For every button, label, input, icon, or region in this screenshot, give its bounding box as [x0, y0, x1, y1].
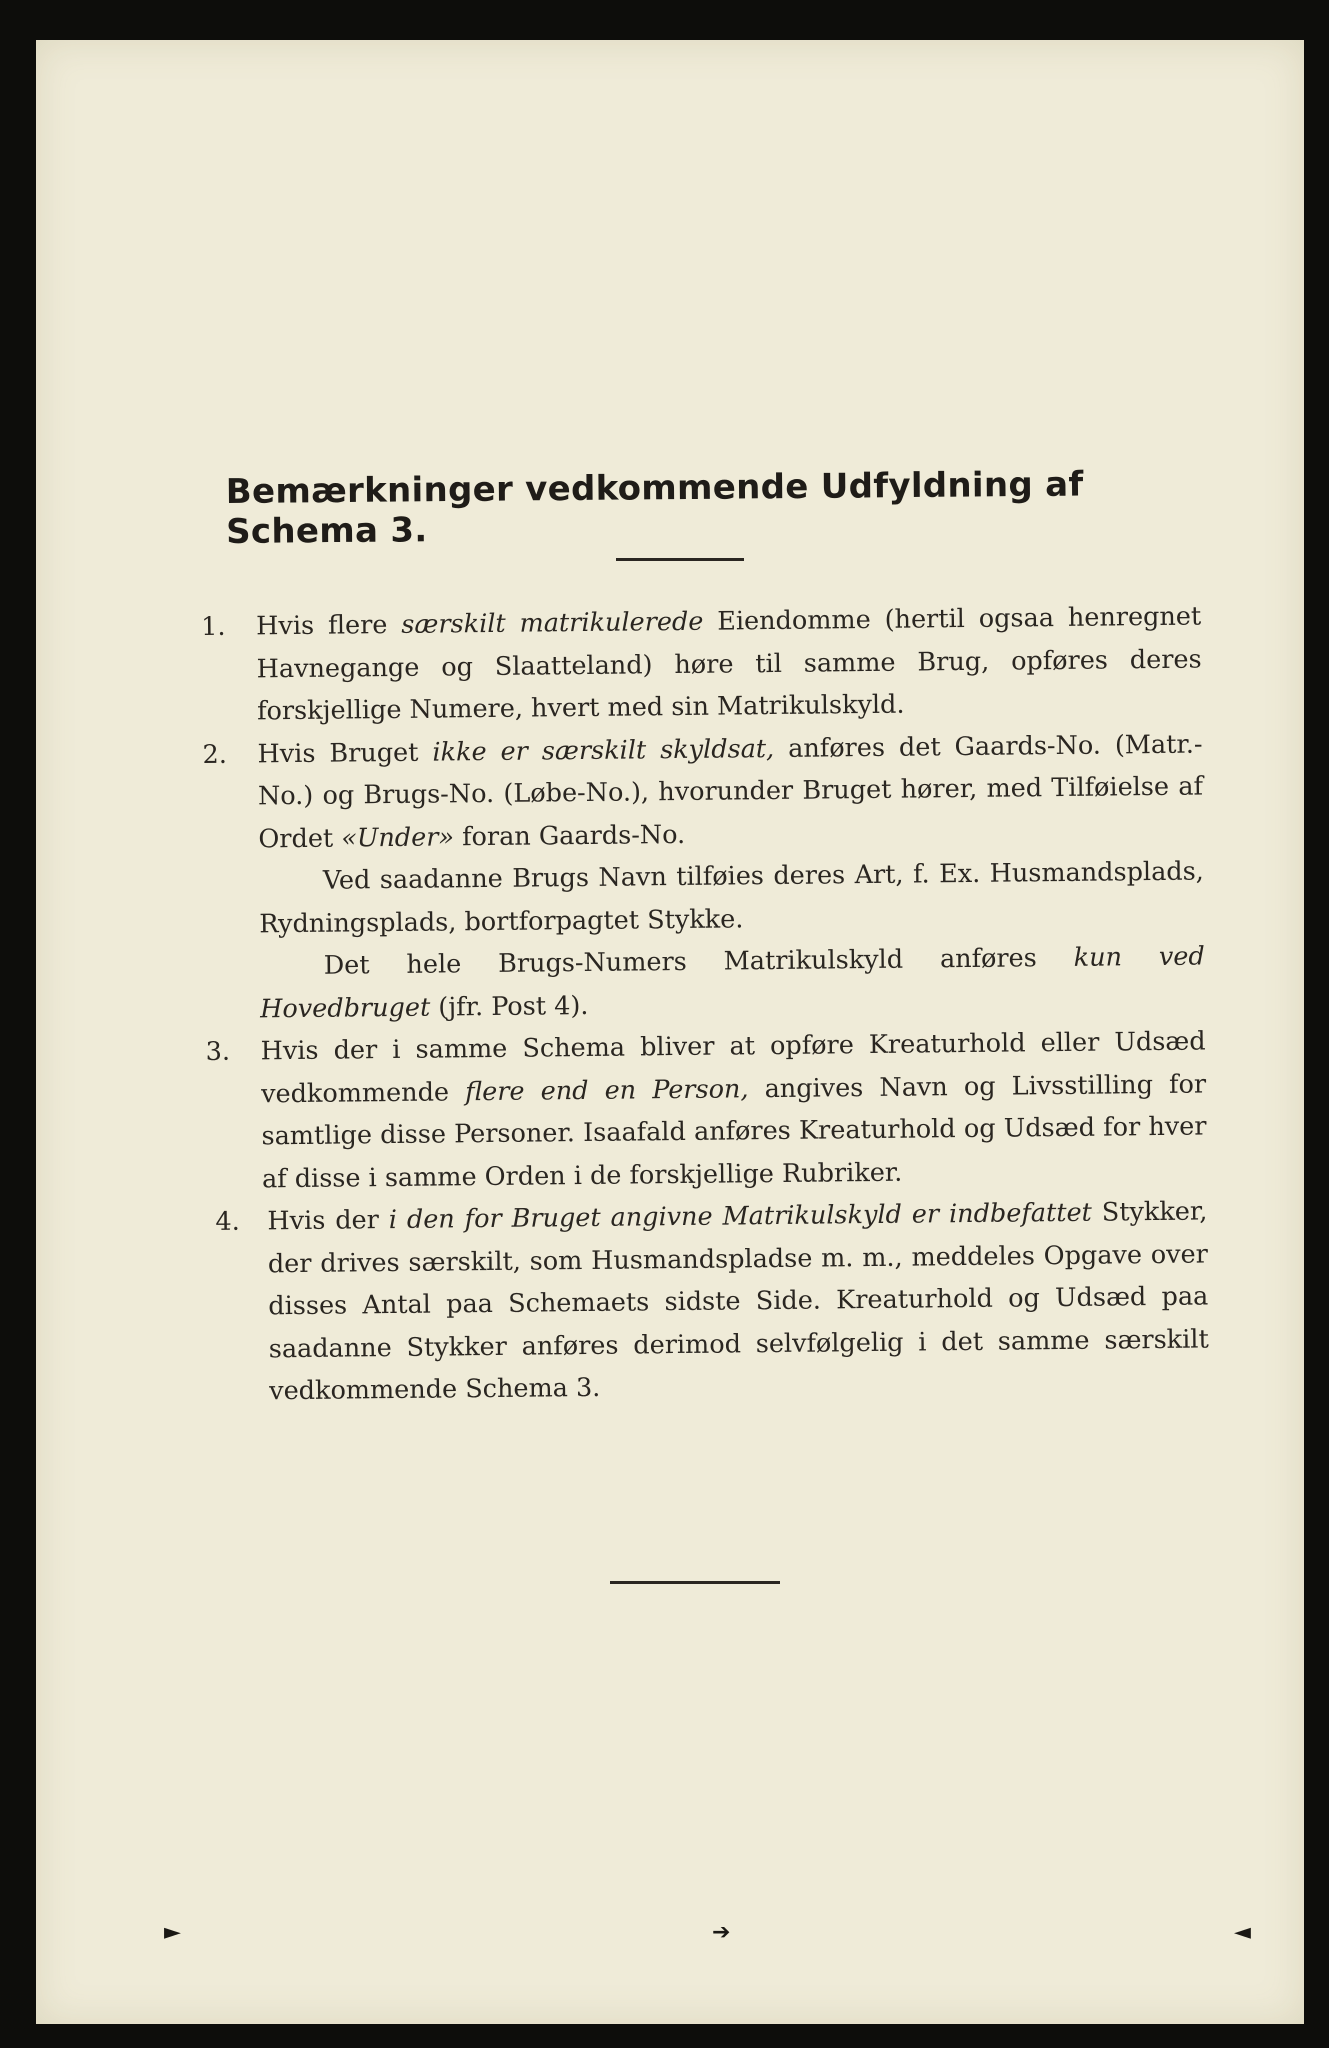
emphasized-text: ikke er særskilt skyldsat,	[432, 733, 775, 768]
note-text: Stykker, der drives særskilt, som Husmandspladse m. m., meddeles Opgave over disses Antal paa Schemaets sidste Side. Kreaturhold og Udsæd paa saadanne Stykker anføres derimod selvfølgelig i det samme særskilt vedkommende Schema 3.	[267, 1196, 1209, 1407]
note-number: 2.	[202, 739, 228, 770]
note-text: Ved saadanne Brugs Navn tilføies deres Art, f. Ex. Husmandsplads, Rydningsplads, bortforpagtet Stykke.	[259, 856, 1204, 939]
title-divider	[616, 558, 744, 561]
end-divider	[610, 1581, 780, 1584]
emphasized-text: i den for Bruget angivne Matrikulskyld er indbefattet	[388, 1197, 1093, 1236]
note-item	[215, 1190, 1209, 1413]
note-paragraph	[256, 596, 1202, 733]
note-text: foran Gaards-No.	[453, 819, 686, 852]
note-paragraph	[260, 1021, 1207, 1201]
note-text: Det hele Brugs-Numers Matrikulskyld anføres	[323, 942, 1074, 981]
emphasized-text: flere end en Person,	[464, 1073, 749, 1107]
note-text: angives Navn og Livsstilling for samtlige disse Personer. Isaafald anføres Kreaturhold og Udsæd for hver af disse i samme Orden i de forskjellige Rubriker.	[261, 1069, 1207, 1194]
note-text: Hvis der	[267, 1205, 389, 1237]
emphasized-text: særskilt matrikulerede	[401, 606, 704, 640]
emphasized-text: kun ved Hovedbruget	[260, 941, 1205, 1024]
note-text: Hvis flere	[256, 609, 402, 642]
note-item	[202, 723, 1205, 1031]
note-paragraph	[257, 723, 1203, 860]
emphasized-text: «Under»	[341, 821, 455, 854]
document-title: Bemærkninger vedkommende Udfyldning af Schema 3.	[225, 464, 1084, 552]
note-number: 1.	[201, 611, 226, 642]
notes-list	[201, 596, 1209, 1414]
note-number: 4.	[215, 1206, 240, 1237]
note-item	[201, 596, 1202, 734]
note-text: Hvis der i samme Schema bliver at opføre Kreaturhold eller Udsæd vedkommende	[260, 1026, 1206, 1109]
note-number: 3.	[205, 1036, 231, 1067]
note-text: anføres det Gaards-No. (Matr.-No.) og Brugs-No. (Løbe-No.), hvorunder Bruget hører, med Tilføielse af Ordet	[257, 729, 1204, 854]
note-item	[205, 1021, 1207, 1201]
note-paragraph	[259, 851, 1205, 946]
document-page	[36, 40, 1304, 2024]
registration-mark-center-icon: ➔	[712, 1920, 731, 1945]
registration-mark-right-icon: ◄	[1234, 1920, 1251, 1945]
note-text: (jfr. Post 4).	[430, 990, 589, 1023]
note-paragraph	[267, 1190, 1209, 1412]
note-paragraph	[260, 936, 1206, 1031]
note-text: Hvis Bruget	[257, 737, 433, 769]
note-text: Eiendomme (hertil ogsaa henregnet Havnegange og Slaatteland) høre til samme Brug, opføres deres forskjellige Numere, hvert med sin Matrikulskyld.	[256, 601, 1202, 727]
registration-mark-left-icon: ►	[164, 1920, 181, 1945]
